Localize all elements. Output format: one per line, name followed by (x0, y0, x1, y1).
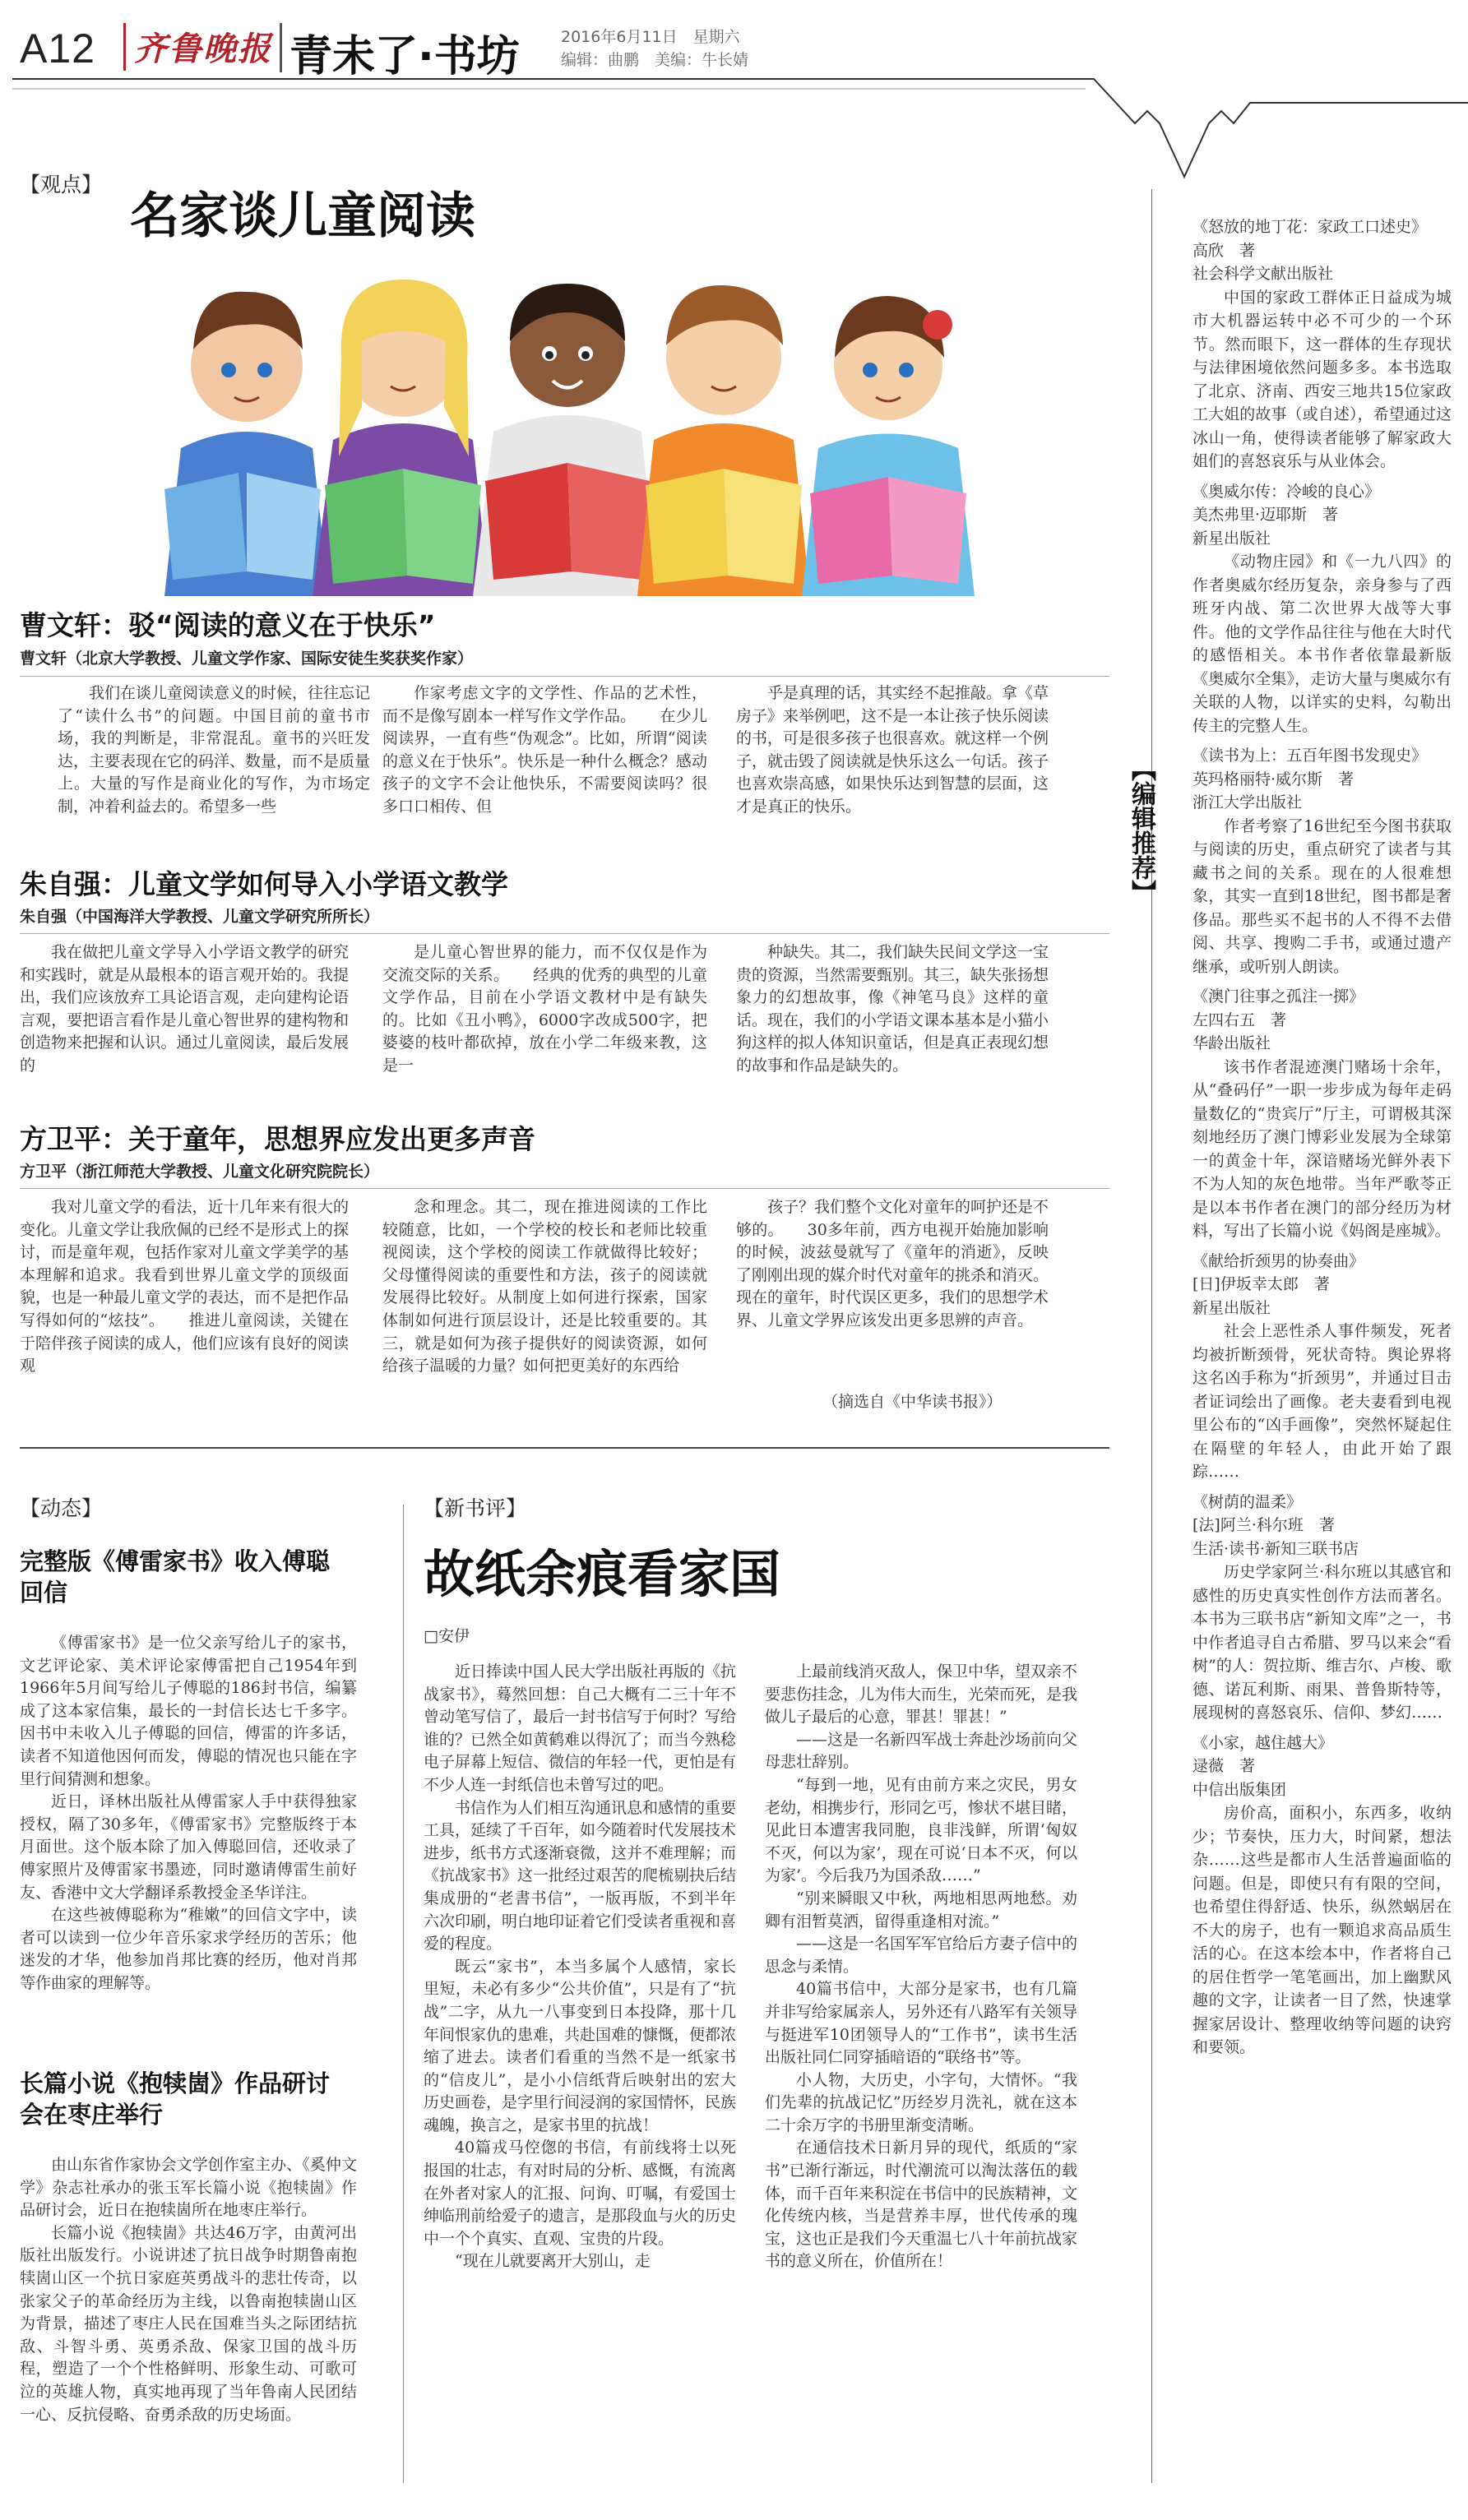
book-2-desc: 《动物庄园》和《一九八四》的作者奥威尔经历复杂，亲身参与了西班牙内战、第二次世界大战等大事件。他的文学作品往往与他在大时代的感悟相关。本书作者依靠最新版《奥威尔全集》，走访大量与奥威尔有关联的人物，以详实的史料，勾勒出传主的完整人生。 (1192, 553, 1452, 735)
book-2-title: 《奥威尔传：冷峻的良心》 (1192, 482, 1381, 501)
book-6-publisher: 生活·读书·新知三联书店 (1192, 1539, 1359, 1558)
child-5 (802, 296, 975, 596)
book-1-desc: 中国的家政工群体正日益成为城市大机器运转中必不可少的一个环节。然而眼下，这一群体的生存现状与法律困境依然问题多多。本书选取了北京、济南、西安三地共15位家政工大姐的故事（或自述），希望通过这冰山一角，使得读者能够了解家政大姐们的喜怒哀乐与从业体会。 (1192, 288, 1452, 470)
review-col-2-para-1: 上最前线消灭敌人，保卫中华，望双亲不要悲伤挂念，儿为伟大而生，光荣而死，是我做儿子最后的心意，罪甚！罪甚！” (765, 1662, 1078, 1727)
article-1-col-1: 我们在谈儿童阅读意义的时候，往往忘记了“读什么书”的问题。中国目前的童书市场，我的判断是，非常混乱。童书的兴旺发达，主要表现在它的码洋、数量，而不是质量上。大量的写作是商业化的写作，为市场定制，冲着利益去的。希望多一些 (58, 684, 371, 816)
section-divider (20, 1447, 1109, 1449)
article-3-rule (20, 1188, 1109, 1189)
child-1 (164, 292, 329, 596)
article-2-col-2: 是儿童心智世界的能力，而不仅仅是作为交流交际的关系。 经典的优秀的典型的儿童文学作品，目前在小学语文教材中是有缺失的。比如《丑小鸭》，6000字改成500字，把婆婆的枝叶都砍掉，放在小学二年级来教，这是一 (382, 943, 707, 1075)
review-col-2-para-2: ——这是一名新四军战士奔赴沙场前向父母悲壮辞别。 (765, 1730, 1078, 1772)
book-6 (1192, 1491, 1452, 1725)
book-1 (1192, 215, 1452, 474)
review-tag: 【新书评】 (424, 1496, 527, 1520)
recommend-list (1192, 215, 1452, 2066)
book-6-desc: 历史学家阿兰·科尔班以其感官和感性的历史真实性创作方法而著名。本书为三联书店“新知文库”之一，书中作者追寻自古希腊、罗马以来会“看树”的人：贺拉斯、维吉尔、卢梭、歌德、诺瓦利斯、雨果、普鲁斯特等，展现树的喜怒哀乐、信仰、梦幻…… (1192, 1563, 1452, 1722)
issue-date: 2016年6月11日 星期六 (561, 28, 740, 46)
book-4-title: 《澳门往事之孤注一掷》 (1192, 987, 1365, 1006)
page-section-title: 青未了·书坊 (289, 32, 520, 81)
article-3-source: （摘选自《中华读书报》） (822, 1393, 1003, 1411)
article-3-title: 方卫平：关于童年，思想界应发出更多声音 (20, 1123, 535, 1155)
article-1-rule (20, 676, 1109, 677)
book-7-desc: 房价高，面积小，东西多，收纳少；节奏快，压力大，时间紧，想法杂……这些是都市人生活普遍面临的问题。但是，即使只有有限的空间，也希望住得舒适、快乐，纵然蜗居在不大的房子，也有一颗追求高品质生活的心。在这本绘本中，作者将自己的居住哲学一笔笔画出，加上幽默风趣的文字，让读者一目了然，快速掌握家居设计、整理收纳等问题的诀窍和要领。 (1192, 1804, 1452, 2056)
recommend-tag (1127, 756, 1155, 911)
news-1-para-1: 《傅雷家书》是一位父亲写给儿子的家书，文艺评论家、美术评论家傅雷把自己1954年到1966年5月间写给儿子傅聪的186封书信，编纂成了这本家信集，最长的一封信长达七千多字。因书中未收入儿子傅聪的回信，傅雷的许多话，读者不知道他因何而发，傅聪的情况也只能在字里行间猜测和想象。 (20, 1634, 357, 1788)
book-5 (1192, 1250, 1452, 1484)
book-7 (1192, 1732, 1452, 2060)
article-1-col-3: 乎是真理的话，其实经不起推敲。拿《草房子》来举例吧，这不是一本让孩子快乐阅读的书，可是很多孩子也很喜欢。就这样一个例子，就击毁了阅读就是快乐这么一句话。孩子也喜欢崇高感，如果快乐达到智慧的层面，这才是真正的快乐。 (736, 684, 1049, 816)
book-7-title: 《小家，越住越大》 (1192, 1733, 1334, 1752)
viewpoint-tag: 【观点】 (20, 173, 103, 197)
news-1-para-2: 近日，译林出版社从傅雷家人手中获得独家授权，隔了30多年，《傅雷家书》完整版终于本月面世。这个版本除了加入傅聪回信，还收录了傅家照片及傅雷家书墨迹，同时邀请傅雷生前好友、香港中文大学翻译系教授金圣华详注。 (20, 1792, 357, 1902)
news-2-title: 长篇小说《抱犊崮》作品研讨会在枣庄举行 (20, 2069, 331, 2129)
review-col-1-para-4: 40篇戎马倥偬的书信，有前线将士以死报国的壮志，有对时局的分析、感慨，有流离在外者对家人的汇报、问询、叮嘱，有爱国士绅临刑前给爱子的遗言，是那段血与火的历史中一个个真实、直观、宝贵的片段。 (424, 2139, 737, 2248)
page-number: A12 (20, 25, 95, 72)
book-2 (1192, 480, 1452, 738)
newspaper-logo: 齐鲁晚报 (123, 23, 290, 71)
book-5-desc: 社会上恶性杀人事件频发，死者均被折断颈骨，死状奇特。舆论界将这名凶手称为“折颈男”，并通过目击者证词绘出了画像。老夫妻看到电视里公布的“凶手画像”，突然怀疑起住在隔壁的年轻人，由此开始了跟踪…… (1192, 1322, 1452, 1481)
book-4-desc: 该书作者混迹澳门赌场十余年，从“叠码仔”一职一步步成为每年走码量数亿的“贵宾厅”厅主，可谓极其深刻地经历了澳门博彩业发展为全球第一的黄金十年，深谙赌场光鲜外表下不为人知的灰色地带。当年严歌苓正是以本书作者在澳门的部分经历为材料，写出了长篇小说《妈阁是座城》。 (1192, 1057, 1452, 1240)
news-1-para-3: 在这些被傅聪称为“稚嫩”的回信文字中，读者可以读到一位少年音乐家求学经历的苦乐；他迷发的才华，他参加肖邦比赛的经历，他对肖邦等作曲家的理解等。 (20, 1906, 357, 1992)
article-1-byline: 曹文轩（北京大学教授、儿童文学作家、国际安徒生奖获奖作家） (20, 650, 474, 668)
review-col-1-para-1: 近日捧读中国人民大学出版社再版的《抗战家书》，蓦然回想：自己大概有二三十年不曾动笔写信了，最后一封书信写于何时？写给谁的？已然全如黄鹤难以得沉了；而当今熟稔电子屏幕上短信、微信的年轻一代，更怕是有不少人连一封纸信也未曾写过的吧。 (424, 1662, 737, 1794)
child-3 (473, 284, 658, 596)
book-3-publisher: 浙江大学出版社 (1192, 793, 1303, 811)
article-3-byline: 方卫平（浙江师范大学教授、儿童文化研究院院长） (20, 1163, 380, 1181)
article-2-col-3: 种缺失。其二，我们缺失民间文学这一宝贵的资源，当然需要甄别。其三，缺失张扬想象力的幻想故事，像《神笔马良》这样的童话。现在，我们的小学语文课本基本是小猫小狗这样的拟人体知识童话，但是真正表现幻想的故事和作品是缺失的。 (736, 943, 1049, 1075)
book-5-title: 《献给折颈男的协奏曲》 (1192, 1251, 1365, 1270)
review-col-1-para-3: 既云“家书”，本当多属个人感情，家长里短，未必有多少“公共价值”，只是有了“抗战”二字，从九一八事变到日本投降，那十几年间恨家仇的患难，共赴国难的慷慨，便都浓缩了进去。读者们看重的当然不是一纸家书的“信皮儿”，是小小信纸背后映射出的宏大历史画卷，是字里行间浸润的家国情怀，民族魂魄，换言之，是家书里的抗战！ (424, 1957, 737, 2134)
article-3-col-3: 孩子？我们整个文化对童年的呵护还是不够的。 30多年前，西方电视开始施加影响的时候，波兹曼就写了《童年的消逝》，反映了刚刚出现的媒介时代对童年的挑杀和消灭。现在的童年，时代误区更多，我们的思想学术界、儿童文学界应该发出更多思辨的声音。 (736, 1198, 1049, 1329)
book-1-author: 高欣 著 (1192, 241, 1256, 260)
review-col-2-para-4: “别来瞬眼又中秋，两地相思两地愁。劝卿有泪暂莫洒，留得重逢相对流。” (765, 1889, 1077, 1930)
viewpoint-title: 名家谈儿童阅读 (130, 187, 475, 245)
article-3-col-2: 念和理念。其二，现在推进阅读的工作比较随意，比如，一个学校的校长和老师比较重视阅读，这个学校的阅读工作就做得比较好；父母懂得阅读的重要性和方法，孩子的阅读就发展得比较好。从制度上如何进行探索，国家体制如何进行顶层设计，还是比较重要的。其三，就是如何为孩子提供好的阅读资源，如何给孩子温暖的力量？如何把更美好的东西给 (382, 1198, 707, 1376)
children-reading-illustration (156, 243, 987, 596)
article-2-byline: 朱自强（中国海洋大学教授、儿童文学研究所所长） (20, 908, 380, 926)
article-1-col-2: 作家考虑文字的文学性、作品的艺术性，而不是像写剧本一样写作文学作品。 在少儿阅读界，一直有些“伪观念”。比如，所谓“阅读的意义在于快乐”。快乐是一种什么概念？感动孩子的文字不会让他快乐，不需要阅读吗？很多口口相传、但 (382, 684, 707, 816)
article-3-col-1: 我对儿童文学的看法，近十几年来有很大的变化。儿童文学让我欣佩的已经不是形式上的探讨，而是童年观，包括作家对儿童文学美学的基本理解和追求。我看到世界儿童文学的顶级面貌，也是一种最儿童文学的表达，而不是把作品写得如何的“炫技”。 推进儿童阅读，关键在于陪伴孩子阅读的成人，他们应该有良好的阅读观 (20, 1198, 349, 1376)
news-2-para-2: 长篇小说《抱犊崮》共达46万字，由黄河出版社出版发行。小说讲述了抗日战争时期鲁南抱犊崮山区一个抗日家庭英勇战斗的悲壮传奇，以张家父子的革命经历为主线，以鲁南抱犊崮山区为背景，描述了枣庄人民在国难当头之际团结抗敌、斗智斗勇、英勇杀敌、保家卫国的战斗历程，塑造了一个个性格鲜明、形象生动、可歌可泣的英雄人物，真实地再现了当年鲁南人民团结一心、反抗侵略、奋勇杀敌的历史场面。 (20, 2223, 357, 2424)
review-col-2-para-7: 小人物，大历史，小字句，大情怀。“我们先辈的抗战记忆”历经岁月洗礼，就在这本二十余万字的书册里渐变清晰。 (765, 2070, 1077, 2134)
book-4-author: 左四右五 著 (1192, 1010, 1287, 1029)
review-author: □安伊 (424, 1627, 470, 1645)
book-2-author: 美杰弗里·迈耶斯 著 (1192, 506, 1339, 524)
book-1-title: 《怒放的地丁花：家政工口述史》 (1192, 218, 1428, 236)
book-1-publisher: 社会科学文献出版社 (1192, 265, 1334, 283)
book-3 (1192, 744, 1452, 978)
review-col-1-para-2: 书信作为人们相互沟通讯息和感情的重要工具，延续了千百年，如今随着时代发展技术进步，纸书方式逐渐衰微，这并不难理解；而《抗战家书》这一批经过艰苦的爬梳剔抉后结集成册的“老書书信”，一版再版，不到半年六次印刷，明白地印证着它们受读者重视和喜爱的程度。 (424, 1798, 737, 1954)
review-title: 故纸余痕看家国 (424, 1544, 781, 1604)
news-tag: 【动态】 (20, 1496, 103, 1520)
review-col-2-para-5: ——这是一名国军军官给后方妻子信中的思念与柔情。 (765, 1935, 1078, 1976)
review-col-2-para-6: 40篇书信中，大部分是家书，也有几篇并非写给家属亲人，另外还有八路军有关领导与挺进军10团领导人的“工作书”，读书生活出版社同仁同穿插暗语的“联络书”等。 (765, 1980, 1078, 2067)
book-5-author: [日]伊坂幸太郎 著 (1192, 1275, 1330, 1293)
book-4 (1192, 985, 1452, 1243)
book-6-title: 《树荫的温柔》 (1192, 1492, 1303, 1511)
book-4-publisher: 华龄出版社 (1192, 1034, 1271, 1052)
recommend-tag-text: 【编辑推荐】 (1127, 756, 1155, 904)
book-2-publisher: 新星出版社 (1192, 529, 1271, 548)
child-4 (637, 285, 810, 596)
book-3-author: 英玛格丽特·威尔斯 著 (1192, 770, 1355, 788)
child-2 (313, 280, 489, 596)
news-1-title: 完整版《傅雷家书》收入傅聪回信 (20, 1547, 331, 1607)
book-3-desc: 作者考察了16世纪至今图书获取与阅读的历史，重点研究了读者与其藏书之间的关系。现在的人很难想象，其实一直到18世纪，图书都是奢侈品。那些买不起书的人不得不去借阅、共享、搜购二手书，或通过遗产继承，或听别人朗读。 (1192, 816, 1452, 976)
book-7-author: 逯薇 著 (1192, 1757, 1256, 1775)
review-col-1 (424, 1661, 736, 2273)
review-col-1-para-5: “现在儿就要离开大别山，走 (455, 2252, 651, 2271)
article-1-title: 曹文轩：驳“阅读的意义在于快乐” (20, 609, 436, 641)
review-col-2 (765, 1661, 1077, 2273)
book-6-author: [法]阿兰·科尔班 著 (1192, 1516, 1335, 1534)
book-3-title: 《读书为上：五百年图书发现史》 (1192, 747, 1428, 765)
article-2-col-1: 我在做把儿童文学导入小学语文教学的研究和实践时，就是从最根本的语言观开始的。我提出，我们应该放弃工具论语言观，走向建构论语言观，要把语言看作是儿童心智世界的建构物和创造物来把握和认识。通过儿童阅读，最后发展的 (20, 943, 349, 1075)
recommend-column-border (1151, 189, 1152, 2483)
book-7-publisher: 中信出版集团 (1192, 1780, 1287, 1799)
news-column-divider (403, 1505, 404, 2483)
news-2-body (20, 2154, 357, 2426)
news-2-para-1: 由山东省作家协会文学创作室主办、《奚仲文学》杂志社承办的张玉军长篇小说《抱犊崮》作品研讨会，近日在抱犊崮所在地枣庄举行。 (20, 2156, 357, 2220)
news-1-body (20, 1632, 357, 1995)
review-col-2-para-8: 在通信技术日新月异的现代，纸质的“家书”已渐行渐远，时代潮流可以淘汰落伍的载体，而千百年来积淀在书信中的民族精神，文化传统内核，当是营养丰厚，世代传承的瑰宝，这也正是我们今天重温七八十年前抗战家书的意义所在，价值所在！ (765, 2139, 1078, 2271)
review-col-2-para-3: “每到一地，见有由前方来之灾民，男女老幼，相携步行，形同乞丐，惨状不堪目睹，见此日本遭害我同胞，良非浅鲜，所谓‘匈奴不灭，何以为家’，现在可说‘日本不灭，何以为家’。今后我乃为国杀敌……” (765, 1775, 1078, 1885)
article-2-title: 朱自强：儿童文学如何导入小学语文教学 (20, 868, 508, 900)
book-5-publisher: 新星出版社 (1192, 1298, 1271, 1317)
editors-credit: 编辑：曲鹏 美编：牛长婧 (561, 51, 749, 69)
article-2-rule (20, 933, 1109, 934)
